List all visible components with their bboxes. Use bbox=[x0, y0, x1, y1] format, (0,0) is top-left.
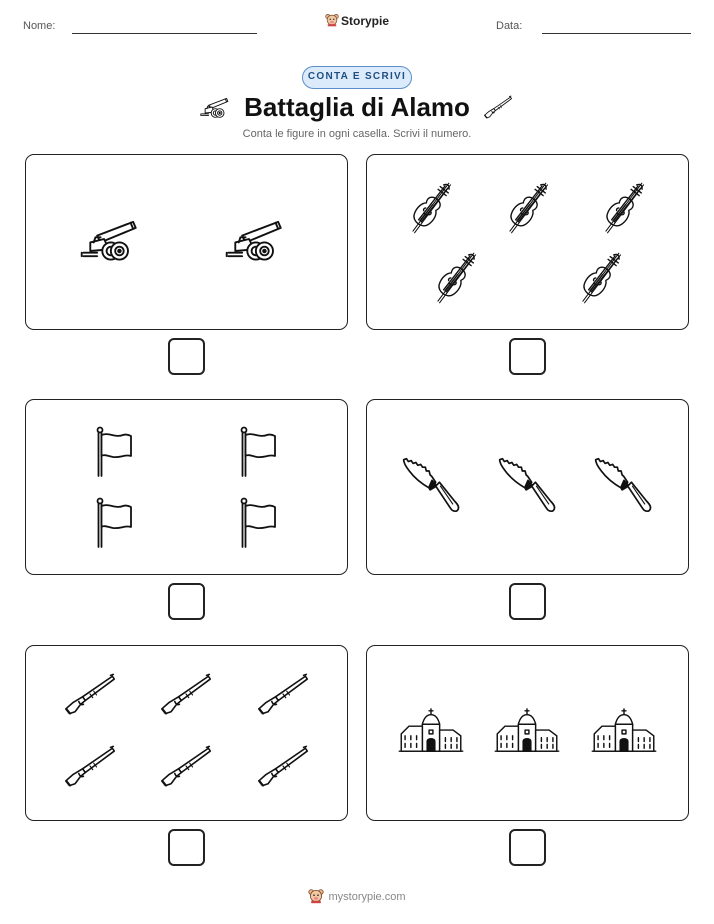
answer-box-cannons[interactable] bbox=[168, 338, 205, 375]
violin-icon bbox=[596, 178, 650, 238]
violin-icon bbox=[403, 178, 457, 238]
cannon-icon bbox=[80, 212, 140, 266]
church-icon bbox=[397, 707, 465, 755]
name-line[interactable] bbox=[72, 33, 257, 34]
count-box-cannons bbox=[25, 154, 348, 330]
rifle-icon bbox=[62, 670, 118, 718]
answer-box-knives[interactable] bbox=[509, 583, 546, 620]
violin-icon bbox=[428, 248, 482, 308]
cannon-icon bbox=[225, 212, 285, 266]
date-line[interactable] bbox=[542, 33, 691, 34]
violin-icon bbox=[573, 248, 627, 308]
flag-icon bbox=[95, 497, 135, 549]
violin-icon bbox=[500, 178, 554, 238]
knife-icon bbox=[590, 454, 656, 520]
church-icon bbox=[493, 707, 561, 755]
flag-icon bbox=[239, 497, 279, 549]
church-icon bbox=[590, 707, 658, 755]
answer-box-churches[interactable] bbox=[509, 829, 546, 866]
activity-badge: CONTA E SCRIVI bbox=[302, 66, 412, 89]
storypie-logo-icon bbox=[325, 13, 339, 27]
date-label: Data: bbox=[496, 20, 523, 32]
rifle-icon bbox=[158, 742, 214, 790]
footer-url[interactable]: mystorypie.com bbox=[328, 891, 406, 903]
count-box-flags bbox=[25, 399, 348, 575]
footer bbox=[0, 888, 714, 904]
page-title: Battaglia di Alamo bbox=[244, 92, 470, 122]
knife-icon bbox=[494, 454, 560, 520]
knife-icon bbox=[398, 454, 464, 520]
brand-name: Storypie bbox=[340, 14, 389, 28]
storypie-logo-icon bbox=[308, 888, 324, 904]
rifle-icon bbox=[62, 742, 118, 790]
answer-box-violins[interactable] bbox=[509, 338, 546, 375]
answer-box-flags[interactable] bbox=[168, 583, 205, 620]
rifle-icon bbox=[255, 742, 311, 790]
flag-icon bbox=[95, 426, 135, 478]
rifle-icon bbox=[482, 94, 514, 120]
answer-box-rifles[interactable] bbox=[168, 829, 205, 866]
name-label: Nome: bbox=[23, 20, 56, 32]
rifle-icon bbox=[255, 670, 311, 718]
instructions: Conta le figure in ogni casella. Scrivi il numero. bbox=[242, 128, 472, 140]
brand bbox=[0, 13, 714, 28]
rifle-icon bbox=[158, 670, 214, 718]
flag-icon bbox=[239, 426, 279, 478]
